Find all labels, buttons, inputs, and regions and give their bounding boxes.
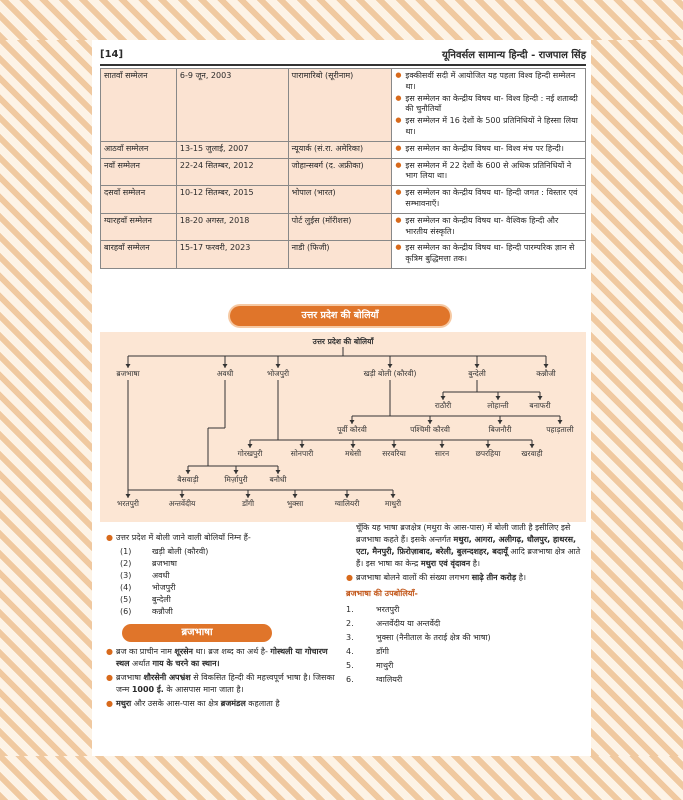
dialect-tree-svg xyxy=(100,332,586,522)
tree-node-label: गोरखपुरी xyxy=(237,449,263,458)
summit-row xyxy=(101,69,586,142)
arrow-head-icon xyxy=(223,364,228,368)
summit-date: 10-12 सितम्बर, 2015 xyxy=(176,186,288,214)
tree-node-label: सोनपारी xyxy=(290,449,314,458)
tree-node-label: अन्तर्वेदीय xyxy=(168,499,196,508)
summit-date: 6-9 जून, 2003 xyxy=(176,69,288,142)
arrow-head-icon xyxy=(351,444,356,448)
tree-node-label: मधेसी xyxy=(344,449,362,458)
summit-row xyxy=(101,158,586,186)
subdialect-item xyxy=(346,646,586,658)
subdialect-label: ग्वालियरी xyxy=(376,675,403,684)
tree-node-label: भोजपुरी xyxy=(266,369,290,378)
arrow-head-icon xyxy=(441,396,446,400)
decorative-border-top xyxy=(0,0,683,40)
tree-node-label: बैसवाड़ी xyxy=(177,475,199,484)
arrow-head-icon xyxy=(388,364,393,368)
subdialect-item xyxy=(346,618,586,630)
subdialect-item xyxy=(346,674,586,686)
arrow-head-icon xyxy=(126,494,131,498)
tree-node-label: बनौधी xyxy=(269,475,287,484)
left-column xyxy=(106,532,338,712)
arrow-head-icon xyxy=(544,364,549,368)
decorative-border-right xyxy=(591,40,683,756)
arrow-head-icon xyxy=(345,494,350,498)
arrow-head-icon xyxy=(486,444,491,448)
subdialect-number: 2. xyxy=(346,619,354,628)
subdialect-item xyxy=(346,604,586,616)
summit-description xyxy=(392,158,586,186)
summit-date: 13-15 जुलाई, 2007 xyxy=(176,141,288,158)
arrow-head-icon xyxy=(498,420,503,424)
dialect-list xyxy=(106,546,338,618)
dialect-list-item xyxy=(106,594,338,606)
subdialect-number: 4. xyxy=(346,647,354,656)
summit-name: नवाँ सम्मेलन xyxy=(101,158,177,186)
subdialect-label: भुक्सा (नैनीताल के तराई क्षेत्र की भाषा) xyxy=(376,633,491,642)
summit-description xyxy=(392,213,586,241)
dialect-tree xyxy=(100,332,586,522)
braj-banner: ब्रजभाषा xyxy=(122,624,272,642)
bullet-icon: ● xyxy=(106,673,113,682)
book-title: यूनिवर्सल सामान्य हिन्दी - राजपाल सिंह xyxy=(442,50,586,61)
tree-node-label: छपरहिया xyxy=(475,449,501,458)
summit-date: 22-24 सितम्बर, 2012 xyxy=(176,158,288,186)
summit-date: 18-20 अगस्त, 2018 xyxy=(176,213,288,241)
bullet-icon: ● xyxy=(106,533,113,542)
arrow-head-icon xyxy=(246,494,251,498)
dialects-banner: उत्तर प्रदेश की बोलियाँ xyxy=(230,306,450,326)
tree-node-label: भुक्सा xyxy=(286,499,304,508)
arrow-head-icon xyxy=(475,364,480,368)
summit-point: ● इस सम्मेलन में 16 देशों के 500 प्रतिनिधियों ने हिस्सा लिया था। xyxy=(395,116,582,138)
arrow-head-icon xyxy=(392,444,397,448)
tree-node-label: कन्नौजी xyxy=(536,369,556,378)
subdialect-label: भरतपुरी xyxy=(376,605,400,614)
subdialect-heading: ब्रजभाषा की उपबोलियाँ- xyxy=(346,589,418,598)
arrow-head-icon xyxy=(293,494,298,498)
tree-node-label: सारन xyxy=(434,449,450,458)
summit-name: सातवाँ सम्मेलन xyxy=(101,69,177,142)
dialect-list-label: ब्रजभाषा xyxy=(152,559,177,568)
tree-node-label: अवधी xyxy=(216,369,234,378)
summit-date: 15-17 फरवरी, 2023 xyxy=(176,241,288,269)
dialect-list-number: (1) xyxy=(120,547,132,556)
decorative-border-left xyxy=(0,40,92,756)
subdialect-label: माथुरी xyxy=(376,661,394,670)
summit-name: बारहवाँ सम्मेलन xyxy=(101,241,177,269)
dialect-list-item xyxy=(106,570,338,582)
subdialect-label: अन्तर्वेदीय या अन्तर्वेदी xyxy=(376,619,441,628)
subdialect-list xyxy=(346,604,586,686)
intro-text: उत्तर प्रदेश में बोली जाने वाली बोलियाँ निम्न हैं- xyxy=(116,533,251,542)
summit-table xyxy=(100,68,586,269)
dialect-list-item xyxy=(106,558,338,570)
arrow-head-icon xyxy=(248,444,253,448)
dialect-list-number: (3) xyxy=(120,571,132,580)
dialect-list-label: कन्नौजी xyxy=(152,607,173,616)
summit-point: ● इस सम्मेलन का केन्द्रीय विषय था- हिन्दी जगत : विस्तार एवं सम्भावनाएँ। xyxy=(395,188,582,210)
arrow-head-icon xyxy=(300,444,305,448)
intro-para xyxy=(106,532,338,544)
page-number: [14] xyxy=(100,48,124,60)
arrow-head-icon xyxy=(558,420,563,424)
summit-name: आठवाँ सम्मेलन xyxy=(101,141,177,158)
arrow-head-icon xyxy=(428,420,433,424)
arrow-head-icon xyxy=(440,444,445,448)
subdialect-item xyxy=(346,632,586,644)
summit-place: पोर्ट लुईस (मॉरीशस) xyxy=(288,213,392,241)
summit-row xyxy=(101,141,586,158)
subdialect-label: डाँगी xyxy=(376,647,389,656)
summit-place: न्यूयार्क (सं.रा. अमेरिका) xyxy=(288,141,392,158)
dialect-list-number: (6) xyxy=(120,607,132,616)
braj-para: ● ब्रजभाषा शौरसेनी अपभ्रंश से विकसित हिन्दी की महत्त्वपूर्ण भाषा है। जिसका जन्म 1000 ई. के आसपास माना जाता है। xyxy=(106,673,335,694)
bullet-icon: ● xyxy=(346,573,353,582)
tree-node-label: बिजनौरी xyxy=(488,425,512,434)
tree-node-label: पश्चिमी कौरवी xyxy=(410,425,450,434)
dialect-list-number: (2) xyxy=(120,559,132,568)
summit-row xyxy=(101,241,586,269)
dialect-list-item xyxy=(106,546,338,558)
decorative-border-bottom xyxy=(0,756,683,800)
bullet-icon: ● xyxy=(106,699,113,708)
subdialect-number: 5. xyxy=(346,661,354,670)
arrow-head-icon xyxy=(126,364,131,368)
dialect-list-item xyxy=(106,582,338,594)
bullet-icon: ● xyxy=(106,647,113,656)
tree-node-label: पूर्वी कौरवी xyxy=(337,425,367,434)
subdialect-number: 6. xyxy=(346,675,354,684)
subdialect-number: 1. xyxy=(346,605,354,614)
summit-place: भोपाल (भारत) xyxy=(288,186,392,214)
dialect-list-label: भोजपुरी xyxy=(152,583,176,592)
summit-point: ● इस सम्मेलन में 22 देशों के 600 से अधिक प्रतिनिधियों ने भाग लिया था। xyxy=(395,161,582,183)
arrow-head-icon xyxy=(530,444,535,448)
summit-point: ● इस सम्मेलन का केन्द्रीय विषय था- विश्व हिन्दी : नई शताब्दी की चुनौतियाँ xyxy=(395,94,582,116)
page-header xyxy=(100,44,586,66)
tree-node-label: भरतपुरी xyxy=(117,499,139,508)
arrow-head-icon xyxy=(538,396,543,400)
summit-name: ग्यारहवाँ सम्मेलन xyxy=(101,213,177,241)
tree-node-label: राठौरी xyxy=(434,401,452,410)
summit-point: ● इक्कीसवीं सदी में आयोजित यह पहला विश्व हिन्दी सम्मेलन था। xyxy=(395,71,582,93)
dialect-list-number: (4) xyxy=(120,583,132,592)
subdialect-number: 3. xyxy=(346,633,354,642)
tree-node-label: ग्वालियरी xyxy=(334,499,360,508)
summit-point: ● इस सम्मेलन का केन्द्रीय विषय था- हिन्दी पारम्परिक ज्ञान से कृत्रिम बुद्धिमत्ता तक। xyxy=(395,243,582,265)
dialect-list-item xyxy=(106,606,338,618)
tree-node-label: उत्तर प्रदेश की बोलियाँ xyxy=(312,337,374,346)
dialect-list-label: अवधी xyxy=(152,571,170,580)
arrow-head-icon xyxy=(180,494,185,498)
right-column xyxy=(346,522,586,688)
tree-node-label: पहाड़ताली xyxy=(546,425,574,434)
summit-description xyxy=(392,69,586,142)
arrow-head-icon xyxy=(496,396,501,400)
summit-place: नाडी (फिजी) xyxy=(288,241,392,269)
arrow-head-icon xyxy=(186,470,191,474)
summit-row xyxy=(101,213,586,241)
summit-name: दसवाँ सम्मेलन xyxy=(101,186,177,214)
tree-node-label: खरवाही xyxy=(521,449,543,458)
summit-point: ● इस सम्मेलन का केन्द्रीय विषय था- वैश्विक हिन्दी और भारतीय संस्कृति। xyxy=(395,216,582,238)
arrow-head-icon xyxy=(276,364,281,368)
braj-para: ● ब्रज का प्राचीन नाम शूरसेन था। ब्रज शब्द का अर्थ है- गोस्थली या गोचारण स्थल अर्थात गाय के चरने का स्थान। xyxy=(106,647,328,668)
dialect-list-label: बुन्देली xyxy=(152,595,171,604)
dialect-list-label: खड़ी बोली (कौरवी) xyxy=(152,547,209,556)
tree-node-label: खड़ी बोली (कौरवी) xyxy=(363,369,417,378)
right-para: ● ब्रजभाषा बोलने वालों की संख्या लगभग साढ़े तीन करोड़ है। xyxy=(346,573,526,582)
summit-description xyxy=(392,241,586,269)
dialect-list-number: (5) xyxy=(120,595,132,604)
tree-node-label: बनाफरी xyxy=(529,401,551,410)
tree-node-label: बुन्देली xyxy=(468,369,486,378)
summit-place: पारामारिबो (सूरीनाम) xyxy=(288,69,392,142)
tree-node-label: माथुरी xyxy=(384,499,402,508)
arrow-head-icon xyxy=(391,494,396,498)
summit-place: जोहान्सबर्ग (द. अफ्रीका) xyxy=(288,158,392,186)
tree-node-label: मिर्ज़ापुरी xyxy=(224,475,248,484)
arrow-head-icon xyxy=(350,420,355,424)
right-para: चूँकि यह भाषा ब्रजक्षेत्र (मथुरा के आस-पास) में बोली जाती है इसीलिए इसे ब्रजभाषा कहते हैं। इसके अन्तर्गत मथुरा, आगरा, अलीगढ़, धौलपुर, हाथरस, एटा, मैनपुरी, फ़िरोज़ाबाद, बरेली, बुलन्दशहर, बदायूँ आदि ब्रजभाषा क्षेत्र आते हैं। इस भाषा का केन्द्र मथुरा एवं वृंदावन है। xyxy=(356,523,581,568)
braj-para: ● मथुरा और उसके आस-पास का क्षेत्र ब्रजमंडल कहलाता है xyxy=(106,699,280,708)
summit-description xyxy=(392,141,586,158)
page-content xyxy=(100,42,586,754)
tree-node-label: लोहान्ती xyxy=(487,401,509,410)
summit-row xyxy=(101,186,586,214)
arrow-head-icon xyxy=(276,470,281,474)
tree-node-label: सरवरिया xyxy=(382,449,406,458)
subdialect-item xyxy=(346,660,586,672)
summit-point: ● इस सम्मेलन का केन्द्रीय विषय था- विश्व मंच पर हिन्दी। xyxy=(395,144,582,155)
tree-node-label: ब्रजभाषा xyxy=(116,369,140,378)
arrow-head-icon xyxy=(234,470,239,474)
summit-description xyxy=(392,186,586,214)
tree-node-label: डाँगी xyxy=(241,499,255,508)
